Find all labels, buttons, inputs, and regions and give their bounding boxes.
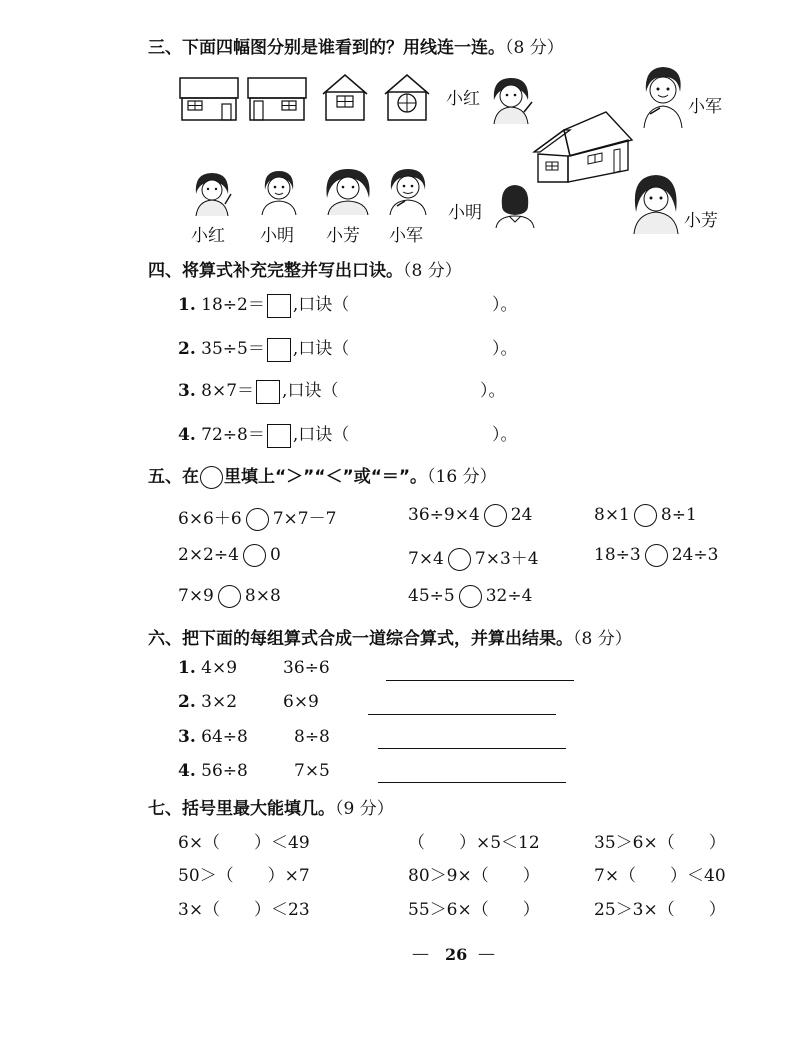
footer-dash-right: — bbox=[478, 944, 495, 964]
section5-title: 五、在 里填上“＞”“＜”或“＝”。（16 分） bbox=[148, 467, 497, 487]
s4-item-1 bbox=[178, 290, 349, 318]
label-xiaohong-top: 小红 bbox=[446, 89, 480, 109]
expression: 18÷2＝ bbox=[201, 295, 265, 315]
koujue-label: ,口诀（ bbox=[292, 295, 350, 315]
fill-item[interactable]: 55＞6×（ ） bbox=[408, 900, 540, 920]
fill-item[interactable]: 3×（ ）＜23 bbox=[178, 900, 310, 920]
compare-item: 18÷3 24÷3 bbox=[594, 545, 719, 565]
compare-circle[interactable] bbox=[448, 548, 471, 571]
compare-circle[interactable] bbox=[218, 585, 241, 608]
fill-item[interactable]: 80＞9×（ ） bbox=[408, 866, 540, 886]
fill-item[interactable]: 50＞（ ）×7 bbox=[178, 866, 310, 886]
label-xiaohong-bottom: 小红 bbox=[191, 226, 225, 246]
page-number: 26 bbox=[445, 945, 468, 964]
house-view-1-icon bbox=[178, 76, 240, 122]
koujue-label: ,口诀（ bbox=[282, 381, 339, 401]
label-xiaoming-bottom: 小明 bbox=[260, 226, 294, 246]
s6-item-4: 4. 56÷8 bbox=[178, 761, 248, 781]
house-view-3-icon bbox=[320, 72, 370, 122]
expression: 72÷8＝ bbox=[201, 425, 265, 445]
footer-dash-left: — bbox=[412, 944, 429, 964]
label-xiaofang-bottom: 小芳 bbox=[326, 226, 360, 246]
s4-item-4 bbox=[178, 420, 349, 448]
label-xiaoming-right: 小明 bbox=[448, 203, 482, 223]
label-xiaofang-right: 小芳 bbox=[684, 211, 718, 231]
koujue-label: ,口诀（ bbox=[292, 425, 350, 445]
s6-item-1: 1. 4×9 bbox=[178, 658, 238, 678]
fill-item[interactable]: （ ）×5＜12 bbox=[408, 833, 540, 853]
boy-xiaojun-icon bbox=[638, 64, 688, 130]
expression: 35÷5＝ bbox=[201, 339, 265, 359]
compare-circle[interactable] bbox=[484, 504, 507, 527]
compare-item: 7×4 7×3＋4 bbox=[408, 549, 539, 569]
label-xiaojun-top: 小军 bbox=[688, 97, 722, 117]
boy-xiaoming-small-icon bbox=[259, 168, 299, 216]
label-xiaojun-bottom: 小军 bbox=[389, 226, 423, 246]
answer-box[interactable] bbox=[267, 338, 291, 362]
fill-item[interactable]: 35＞6×（ ） bbox=[594, 833, 726, 853]
compare-item: 6×6＋6 7×7－7 bbox=[178, 509, 337, 529]
circle-icon bbox=[200, 466, 223, 489]
answer-box[interactable] bbox=[256, 380, 280, 404]
compare-item: 8×1 8÷1 bbox=[594, 505, 697, 525]
compare-circle[interactable] bbox=[645, 544, 668, 567]
s4-close-3: ）。 bbox=[480, 381, 506, 401]
girl-xiaohong-small-icon bbox=[189, 170, 235, 218]
fill-item[interactable]: 25＞3×（ ） bbox=[594, 900, 726, 920]
fill-item[interactable]: 7×（ ）＜40 bbox=[594, 866, 726, 886]
s6-item-3: 3. 64÷8 bbox=[178, 727, 248, 747]
compare-item: 7×9 8×8 bbox=[178, 586, 281, 606]
compare-item: 36÷9×4 24 bbox=[408, 505, 533, 525]
answer-line[interactable] bbox=[368, 714, 556, 715]
s6-item-3-b: 8÷8 bbox=[294, 727, 330, 747]
s4-close-2: ）。 bbox=[492, 339, 518, 359]
compare-circle[interactable] bbox=[459, 585, 482, 608]
s4-close-1: ）。 bbox=[492, 295, 518, 315]
answer-box[interactable] bbox=[267, 294, 291, 318]
fill-item[interactable]: 6×（ ）＜49 bbox=[178, 833, 310, 853]
section4-title: 四、将算式补充完整并写出口诀。（8 分） bbox=[148, 261, 462, 281]
answer-line[interactable] bbox=[378, 782, 566, 783]
s4-close-4: ）。 bbox=[492, 425, 518, 445]
compare-circle[interactable] bbox=[246, 508, 269, 531]
s6-item-2-b: 6×9 bbox=[283, 692, 319, 712]
section3-title: 三、下面四幅图分别是谁看到的？用线连一连。（8 分） bbox=[148, 38, 564, 58]
expression: 8×7＝ bbox=[201, 381, 255, 401]
compare-circle[interactable] bbox=[243, 544, 266, 567]
s6-item-4-b: 7×5 bbox=[294, 761, 330, 781]
answer-line[interactable] bbox=[386, 680, 574, 681]
boy-xiaojun-small-icon bbox=[385, 166, 431, 216]
girl-xiaohong-icon bbox=[486, 74, 536, 126]
compare-item: 2×2÷4 0 bbox=[178, 545, 281, 565]
item-number: 2. bbox=[178, 339, 196, 359]
girl-xiaofang-small-icon bbox=[323, 166, 373, 216]
house-3d-icon bbox=[530, 108, 636, 186]
compare-circle[interactable] bbox=[634, 504, 657, 527]
s4-item-2 bbox=[178, 334, 349, 362]
boy-xiaoming-back-icon bbox=[494, 182, 536, 228]
item-number: 3. bbox=[178, 381, 196, 401]
item-number: 1. bbox=[178, 295, 196, 315]
s4-item-3 bbox=[178, 376, 338, 404]
answer-box[interactable] bbox=[267, 424, 291, 448]
answer-line[interactable] bbox=[378, 748, 566, 749]
section7-title: 七、括号里最大能填几。（9 分） bbox=[148, 799, 394, 819]
item-number: 4. bbox=[178, 425, 196, 445]
s6-item-2: 2. 3×2 bbox=[178, 692, 238, 712]
koujue-label: ,口诀（ bbox=[292, 339, 350, 359]
girl-xiaofang-icon bbox=[630, 172, 682, 234]
compare-item: 45÷5 32÷4 bbox=[408, 586, 533, 606]
section6-title: 六、把下面的每组算式合成一道综合算式，并算出结果。（8 分） bbox=[148, 629, 632, 649]
s6-item-1-b: 36÷6 bbox=[283, 658, 330, 678]
house-view-4-icon bbox=[382, 72, 432, 122]
house-view-2-icon bbox=[246, 76, 308, 122]
